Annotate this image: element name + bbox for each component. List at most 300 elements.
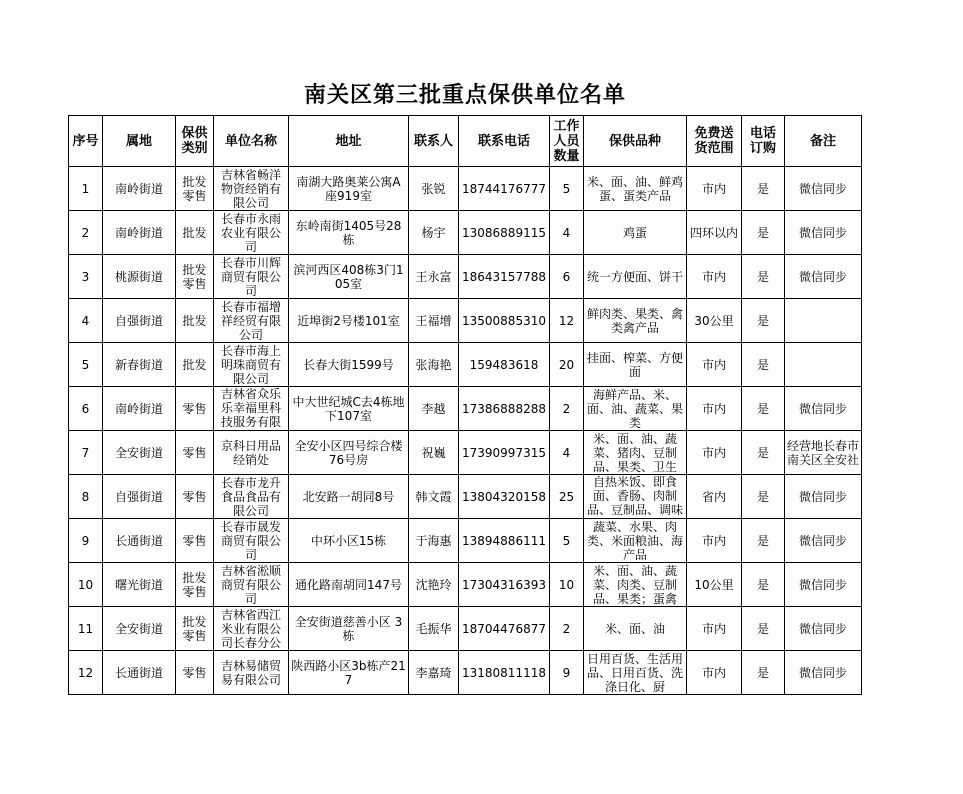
cell-index	[69, 299, 103, 343]
cell-company-text: 吉林省淞顺商贸有限公司	[220, 563, 281, 606]
cell-phone	[459, 475, 550, 519]
cell-category	[176, 475, 214, 519]
cell-products	[584, 167, 687, 211]
cell-district	[103, 519, 176, 563]
cell-address	[289, 387, 409, 431]
cell-category	[176, 255, 214, 299]
cell-phone-order-text: 是	[756, 577, 769, 592]
cell-category	[176, 211, 214, 255]
cell-category-text: 零售	[182, 533, 207, 548]
header-products: 保供品种	[584, 116, 687, 167]
cell-remarks	[785, 431, 862, 475]
cell-remarks-text: 微信同步	[798, 181, 847, 196]
cell-index-text: 3	[81, 269, 90, 284]
cell-delivery-range	[687, 607, 742, 651]
cell-district	[103, 475, 176, 519]
cell-category	[176, 299, 214, 343]
cell-delivery-range-text: 市内	[701, 621, 726, 636]
cell-staff-count-text: 9	[562, 665, 571, 680]
cell-address	[289, 651, 409, 695]
cell-index	[69, 255, 103, 299]
cell-remarks	[785, 563, 862, 607]
cell-district-text: 南岭街道	[114, 181, 163, 196]
cell-remarks	[785, 255, 862, 299]
cell-company-text: 京科日用品经销处	[220, 438, 281, 467]
cell-category	[176, 607, 214, 651]
cell-delivery-range	[687, 211, 742, 255]
cell-index	[69, 167, 103, 211]
cell-products	[584, 651, 687, 695]
cell-company-text: 长春市海上明珠商贸有限公司	[220, 343, 281, 386]
cell-phone-text: 13500885310	[462, 313, 546, 328]
cell-staff-count-text: 25	[558, 489, 575, 504]
cell-remarks-text: 微信同步	[798, 665, 847, 680]
supplier-table	[68, 115, 862, 695]
cell-category-text: 零售	[182, 445, 207, 460]
cell-delivery-range	[687, 519, 742, 563]
cell-delivery-range-text: 市内	[701, 401, 726, 416]
cell-staff-count	[550, 563, 584, 607]
cell-address-text: 中大世纪城C去4栋地下107室	[292, 394, 405, 423]
cell-address-text: 滨河西区408栋3门105室	[293, 262, 404, 291]
cell-delivery-range-text: 市内	[701, 357, 726, 372]
cell-staff-count	[550, 167, 584, 211]
cell-index-text: 12	[77, 665, 94, 680]
cell-remarks-text: 微信同步	[798, 225, 847, 240]
cell-company-text: 长春市永雨农业有限公司	[220, 211, 281, 254]
cell-index-text: 9	[81, 533, 90, 548]
cell-staff-count	[550, 651, 584, 695]
cell-category-text: 批发	[182, 225, 207, 240]
cell-company	[214, 211, 289, 255]
header-district: 属地	[103, 116, 176, 167]
cell-address	[289, 519, 409, 563]
cell-phone-order	[742, 387, 785, 431]
cell-district-text: 曙光街道	[114, 577, 163, 592]
table-row	[69, 475, 862, 519]
cell-category-text: 批发零售	[182, 614, 207, 643]
cell-remarks	[785, 607, 862, 651]
cell-index-text: 4	[81, 313, 90, 328]
cell-index	[69, 607, 103, 651]
table-row	[69, 431, 862, 475]
cell-contact	[409, 387, 459, 431]
cell-remarks-text: 经营地长春市南关区全安社	[787, 438, 859, 467]
cell-phone-order	[742, 211, 785, 255]
cell-phone-text: 13804320158	[462, 489, 546, 504]
cell-phone-text: 17386888288	[462, 401, 546, 416]
cell-products	[584, 255, 687, 299]
cell-district	[103, 651, 176, 695]
cell-phone	[459, 343, 550, 387]
cell-address	[289, 167, 409, 211]
cell-district	[103, 563, 176, 607]
cell-products	[584, 343, 687, 387]
cell-remarks	[785, 475, 862, 519]
cell-staff-count	[550, 343, 584, 387]
cell-contact-text: 祝巍	[421, 445, 446, 460]
cell-products-text: 米、面、油、鲜鸡蛋、蛋类产品	[586, 174, 683, 203]
cell-company-text: 长春市晟发商贸有限公司	[220, 519, 281, 562]
cell-company-text: 吉林省畅洋物资经销有限公司	[220, 167, 281, 210]
cell-company-text: 长春市福增祥经贸有限公司	[220, 299, 281, 342]
cell-remarks	[785, 519, 862, 563]
cell-company	[214, 167, 289, 211]
cell-contact	[409, 651, 459, 695]
table-row	[69, 299, 862, 343]
cell-phone-order-text: 是	[756, 401, 769, 416]
cell-products-text: 蔬菜、水果、肉类、米面粮油、海产品	[586, 519, 683, 562]
cell-products-text: 日用百货、生活用品、日用百货、洗涤日化、厨	[586, 651, 683, 694]
cell-staff-count-text: 2	[562, 401, 571, 416]
cell-phone-text: 17390997315	[462, 445, 546, 460]
cell-phone	[459, 299, 550, 343]
table-row	[69, 255, 862, 299]
cell-delivery-range	[687, 651, 742, 695]
cell-phone	[459, 255, 550, 299]
cell-index-text: 8	[81, 489, 90, 504]
cell-category	[176, 651, 214, 695]
cell-index-text: 10	[77, 577, 94, 592]
table-row	[69, 563, 862, 607]
cell-remarks	[785, 211, 862, 255]
cell-contact-text: 沈艳玲	[415, 577, 452, 592]
cell-district-text: 桃源街道	[114, 269, 163, 284]
cell-phone-order-text: 是	[756, 225, 769, 240]
cell-remarks	[785, 651, 862, 695]
cell-phone-order-text: 是	[756, 313, 769, 328]
cell-category-text: 批发零售	[182, 174, 207, 203]
cell-products	[584, 431, 687, 475]
cell-contact	[409, 343, 459, 387]
cell-contact	[409, 563, 459, 607]
cell-products	[584, 519, 687, 563]
cell-delivery-range	[687, 343, 742, 387]
cell-phone	[459, 563, 550, 607]
table-header-row	[69, 116, 862, 167]
cell-staff-count-text: 12	[558, 313, 575, 328]
cell-products-text: 海鲜产品、米、面、油、蔬菜、果类	[586, 387, 683, 430]
cell-category	[176, 167, 214, 211]
cell-address-text: 长春大街1599号	[303, 357, 394, 372]
cell-remarks-text: 微信同步	[798, 533, 847, 548]
cell-phone-order	[742, 651, 785, 695]
cell-district	[103, 167, 176, 211]
cell-phone-text: 13894886111	[462, 533, 546, 548]
cell-index-text: 11	[77, 621, 94, 636]
cell-delivery-range-text: 省内	[701, 489, 726, 504]
cell-phone-order	[742, 563, 785, 607]
table-row	[69, 343, 862, 387]
cell-phone	[459, 607, 550, 651]
cell-remarks	[785, 299, 862, 343]
cell-district-text: 南岭街道	[114, 225, 163, 240]
cell-district	[103, 211, 176, 255]
cell-company	[214, 343, 289, 387]
cell-contact	[409, 299, 459, 343]
cell-phone-order-text: 是	[756, 533, 769, 548]
cell-products	[584, 475, 687, 519]
cell-district-text: 自强街道	[114, 489, 163, 504]
cell-remarks	[785, 387, 862, 431]
cell-company	[214, 563, 289, 607]
cell-delivery-range	[687, 299, 742, 343]
cell-delivery-range-text: 10公里	[694, 577, 734, 592]
cell-address-text: 东岭南街1405号28栋	[295, 218, 402, 247]
cell-contact	[409, 211, 459, 255]
cell-company-text: 吉林省西江米业有限公司长春分公	[220, 607, 281, 650]
cell-delivery-range-text: 市内	[701, 533, 726, 548]
cell-remarks-text: 微信同步	[798, 621, 847, 636]
cell-products	[584, 211, 687, 255]
cell-staff-count-text: 20	[558, 357, 575, 372]
cell-contact-text: 张锐	[421, 181, 446, 196]
cell-address-text: 中环小区15栋	[310, 533, 387, 548]
cell-category-text: 批发	[182, 357, 207, 372]
cell-contact-text: 毛振华	[415, 621, 452, 636]
cell-contact-text: 李越	[421, 401, 446, 416]
cell-district	[103, 387, 176, 431]
cell-contact	[409, 255, 459, 299]
cell-index	[69, 211, 103, 255]
cell-staff-count	[550, 607, 584, 651]
cell-address-text: 通化路南胡同147号	[295, 577, 402, 592]
cell-index	[69, 651, 103, 695]
header-contact: 联系人	[409, 116, 459, 167]
cell-contact-text: 于海惠	[415, 533, 452, 548]
cell-staff-count-text: 2	[562, 621, 571, 636]
cell-phone-order	[742, 519, 785, 563]
cell-staff-count	[550, 519, 584, 563]
cell-delivery-range-text: 市内	[701, 269, 726, 284]
cell-products-text: 米、面、油	[604, 621, 665, 636]
cell-phone	[459, 519, 550, 563]
cell-staff-count-text: 4	[562, 225, 571, 240]
header-category: 保供类别	[176, 116, 214, 167]
cell-company-text: 吉林省众乐乐幸福里科技服务有限	[220, 387, 281, 429]
cell-phone-order	[742, 299, 785, 343]
cell-delivery-range	[687, 255, 742, 299]
cell-index	[69, 519, 103, 563]
cell-district-text: 新春街道	[114, 357, 163, 372]
cell-company	[214, 519, 289, 563]
cell-index-text: 2	[81, 225, 90, 240]
header-company: 单位名称	[214, 116, 289, 167]
cell-district	[103, 299, 176, 343]
cell-remarks-text: 微信同步	[798, 269, 847, 284]
cell-index	[69, 431, 103, 475]
cell-products	[584, 607, 687, 651]
cell-address-text: 近埠街2号楼101室	[297, 313, 400, 328]
cell-contact-text: 张海艳	[415, 357, 452, 372]
cell-phone	[459, 651, 550, 695]
cell-index	[69, 563, 103, 607]
cell-phone-order	[742, 431, 785, 475]
header-phone-order: 电话订购	[742, 116, 785, 167]
cell-company	[214, 651, 289, 695]
cell-phone	[459, 431, 550, 475]
cell-category-text: 零售	[182, 401, 207, 416]
cell-staff-count	[550, 299, 584, 343]
cell-delivery-range	[687, 431, 742, 475]
cell-phone-order	[742, 167, 785, 211]
cell-staff-count	[550, 387, 584, 431]
table-row	[69, 387, 862, 431]
cell-contact-text: 韩文霞	[415, 489, 452, 504]
table-body	[69, 167, 862, 695]
cell-address	[289, 431, 409, 475]
cell-company	[214, 387, 289, 431]
cell-category-text: 批发零售	[182, 570, 207, 599]
cell-phone-text: 13086889115	[462, 225, 546, 240]
cell-contact-text: 王福增	[415, 313, 452, 328]
cell-district	[103, 343, 176, 387]
cell-products	[584, 299, 687, 343]
cell-delivery-range-text: 市内	[701, 181, 726, 196]
cell-company	[214, 255, 289, 299]
cell-address-text: 南湖大路奥莱公寓A座919室	[296, 174, 401, 203]
cell-index-text: 6	[81, 401, 90, 416]
table-row	[69, 519, 862, 563]
cell-phone-order	[742, 475, 785, 519]
cell-delivery-range-text: 市内	[701, 665, 726, 680]
cell-company	[214, 431, 289, 475]
cell-index-text: 7	[81, 445, 90, 460]
table-row	[69, 167, 862, 211]
cell-contact	[409, 475, 459, 519]
cell-staff-count-text: 5	[562, 533, 571, 548]
cell-category	[176, 343, 214, 387]
cell-delivery-range-text: 市内	[701, 445, 726, 460]
cell-products	[584, 387, 687, 431]
cell-address-text: 陕西路小区3b栋产217	[291, 658, 406, 687]
cell-phone-text: 159483618	[469, 357, 539, 372]
cell-address	[289, 299, 409, 343]
cell-phone	[459, 167, 550, 211]
cell-staff-count-text: 5	[562, 181, 571, 196]
cell-category-text: 零售	[182, 665, 207, 680]
cell-address	[289, 343, 409, 387]
header-staff-count: 工作人员数量	[550, 116, 584, 167]
cell-category	[176, 387, 214, 431]
cell-products-text: 自热米饭、即食面、香肠、肉制品、豆制品、调味	[586, 475, 683, 517]
cell-company	[214, 475, 289, 519]
cell-contact	[409, 519, 459, 563]
cell-district	[103, 255, 176, 299]
cell-address-text: 全安街道慈善小区 3栋	[294, 614, 403, 643]
cell-phone	[459, 211, 550, 255]
cell-delivery-range-text: 30公里	[694, 313, 734, 328]
cell-products-text: 米、面、油、蔬菜、猪肉、豆制品、果类、卫生	[592, 431, 677, 474]
cell-address	[289, 255, 409, 299]
cell-remarks	[785, 167, 862, 211]
cell-category	[176, 431, 214, 475]
cell-category-text: 批发	[182, 313, 207, 328]
cell-contact-text: 王永富	[415, 269, 452, 284]
header-index: 序号	[69, 116, 103, 167]
cell-staff-count	[550, 475, 584, 519]
cell-company-text: 长春市龙升食品食品有限公司	[220, 475, 281, 518]
cell-staff-count-text: 10	[558, 577, 575, 592]
header-delivery-range: 免费送货范围	[687, 116, 742, 167]
cell-index	[69, 475, 103, 519]
cell-phone-order-text: 是	[756, 489, 769, 504]
cell-district-text: 全安街道	[114, 621, 163, 636]
cell-district	[103, 607, 176, 651]
cell-products-text: 统一方便面、饼干	[586, 269, 683, 284]
cell-phone-order-text: 是	[756, 665, 769, 680]
cell-staff-count	[550, 255, 584, 299]
cell-phone-order-text: 是	[756, 357, 769, 372]
cell-delivery-range-text: 四环以内	[689, 225, 738, 240]
cell-index	[69, 387, 103, 431]
cell-staff-count	[550, 431, 584, 475]
cell-phone-text: 17304316393	[462, 577, 546, 592]
table-row	[69, 651, 862, 695]
cell-phone	[459, 387, 550, 431]
cell-products-text: 鲜肉类、果类、禽类禽产品	[586, 306, 683, 335]
cell-phone-order-text: 是	[756, 181, 769, 196]
page-title: 南关区第三批重点保供单位名单	[303, 83, 626, 108]
cell-phone-order	[742, 255, 785, 299]
cell-contact-text: 李嘉琦	[415, 665, 452, 680]
cell-phone-order	[742, 343, 785, 387]
cell-staff-count-text: 4	[562, 445, 571, 460]
cell-address	[289, 563, 409, 607]
cell-category	[176, 519, 214, 563]
cell-address-text: 北安路一胡同8号	[302, 489, 395, 504]
cell-phone-text: 18704476877	[462, 621, 546, 636]
cell-address	[289, 475, 409, 519]
cell-contact	[409, 431, 459, 475]
cell-company-text: 长春市川辉商贸有限公司	[220, 255, 281, 298]
header-remarks: 备注	[785, 116, 862, 167]
cell-remarks-text: 微信同步	[798, 577, 847, 592]
table-row	[69, 211, 862, 255]
cell-contact	[409, 607, 459, 651]
cell-remarks	[785, 343, 862, 387]
cell-phone-order-text: 是	[756, 445, 769, 460]
cell-remarks-text: 微信同步	[798, 489, 847, 504]
cell-phone-text: 18744176777	[462, 181, 546, 196]
cell-district-text: 长通街道	[114, 533, 163, 548]
cell-remarks-text: 微信同步	[798, 401, 847, 416]
cell-products-text: 米、面、油、蔬菜、肉类、豆制品、果类；蛋禽	[592, 563, 677, 606]
header-phone: 联系电话	[459, 116, 550, 167]
cell-contact	[409, 167, 459, 211]
cell-district	[103, 431, 176, 475]
cell-district-text: 南岭街道	[114, 401, 163, 416]
cell-index-text: 5	[81, 357, 90, 372]
cell-category-text: 零售	[182, 489, 207, 504]
cell-phone-order-text: 是	[756, 621, 769, 636]
cell-address-text: 全安小区四号综合楼76号房	[294, 438, 403, 467]
cell-phone-order-text: 是	[756, 269, 769, 284]
cell-category-text: 批发零售	[182, 262, 207, 291]
cell-staff-count	[550, 211, 584, 255]
cell-phone-text: 18643157788	[462, 269, 546, 284]
cell-district-text: 自强街道	[114, 313, 163, 328]
cell-company	[214, 607, 289, 651]
cell-district-text: 全安街道	[114, 445, 163, 460]
cell-products-text: 鸡蛋	[622, 225, 647, 240]
cell-address	[289, 211, 409, 255]
cell-contact-text: 杨宇	[421, 225, 446, 240]
cell-delivery-range	[687, 387, 742, 431]
cell-staff-count-text: 6	[562, 269, 571, 284]
cell-products	[584, 563, 687, 607]
cell-category	[176, 563, 214, 607]
